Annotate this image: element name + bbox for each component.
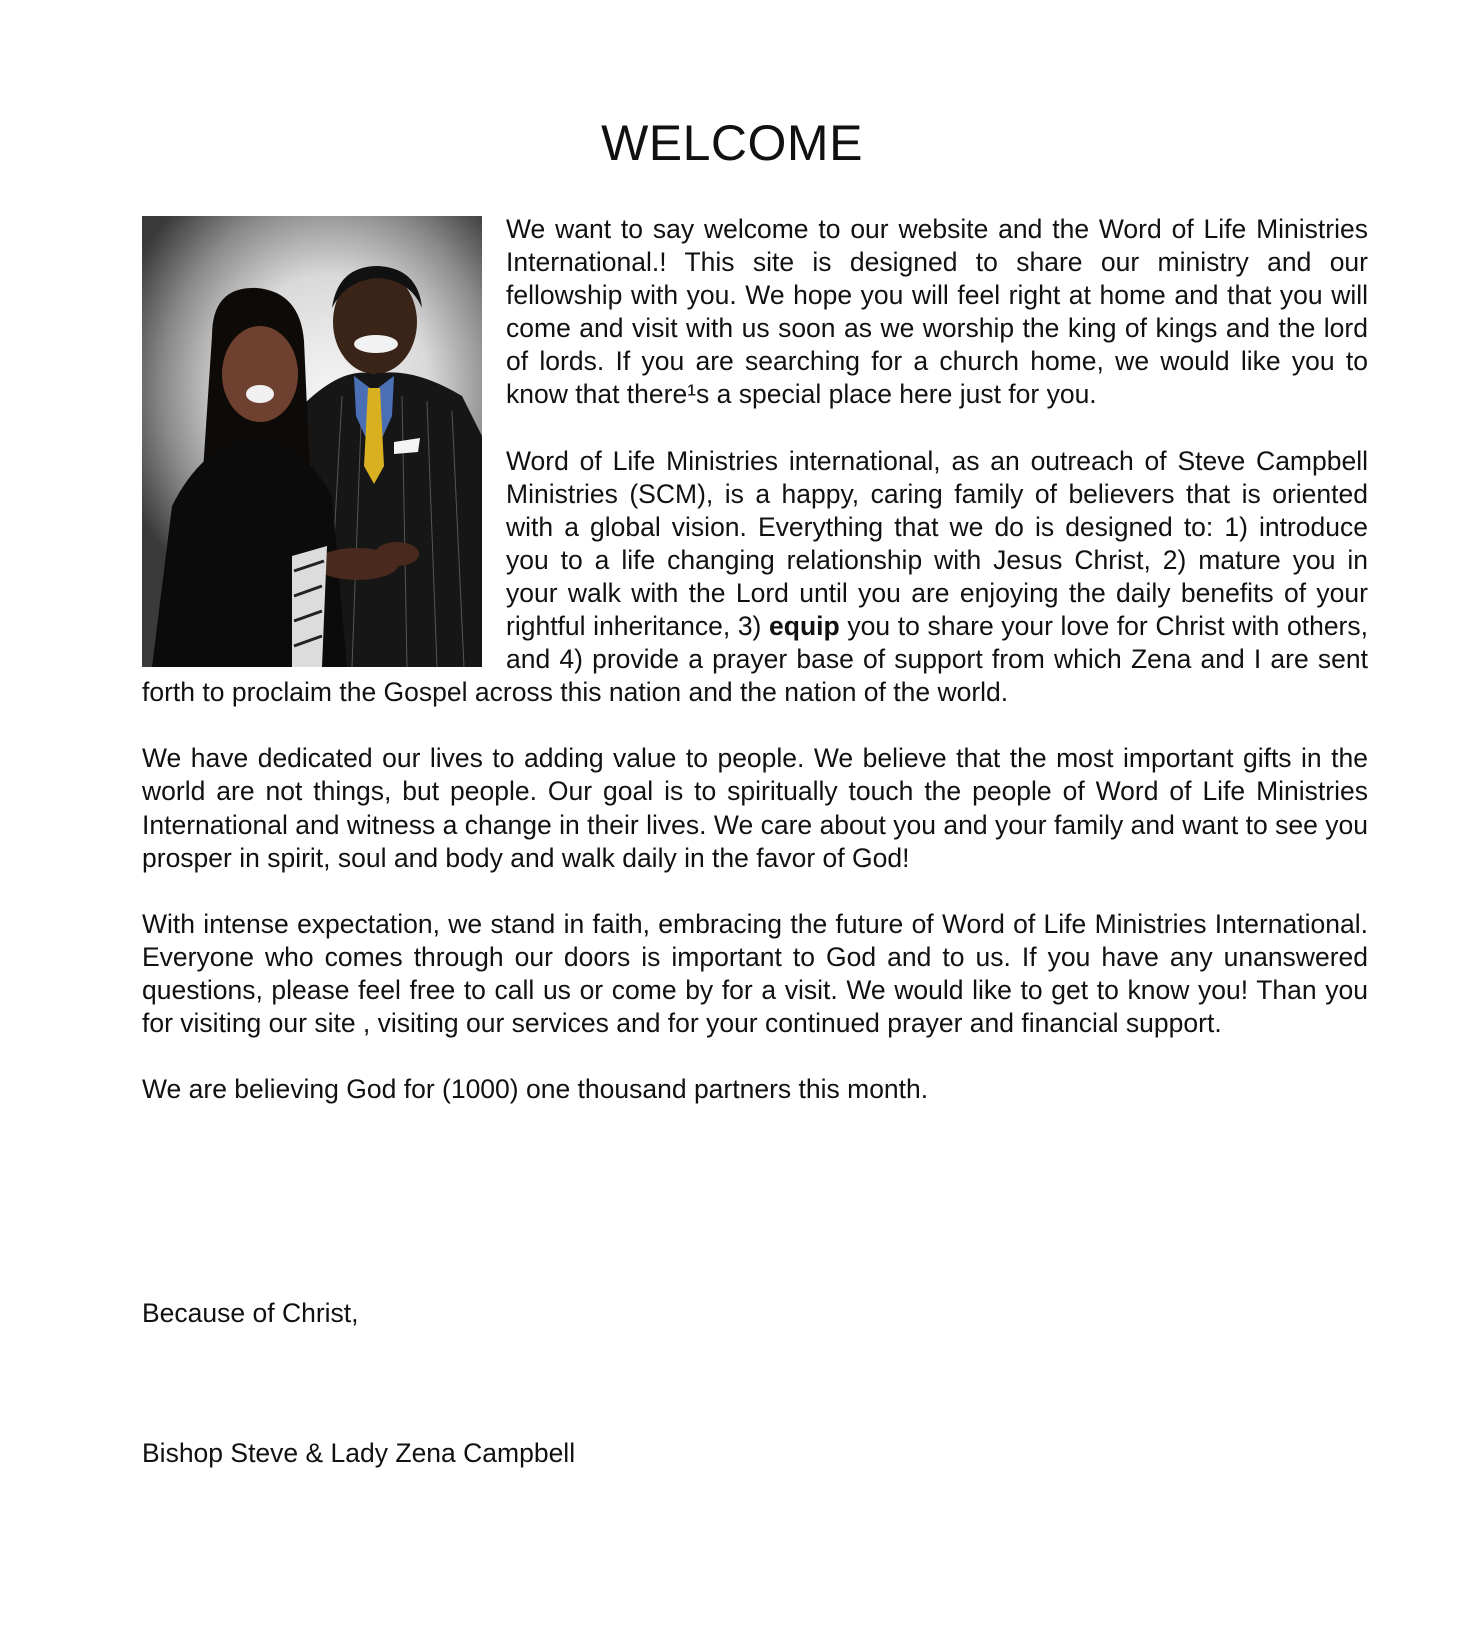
paragraph-partners: We are believing God for (1000) one thousand partners this month. — [142, 1074, 929, 1105]
page-title: WELCOME — [601, 115, 863, 171]
paragraph-mission-text-start: Word of Life Ministries international, as an outreach of Steve Campbell Ministries (SCM), is a happy, caring family of believers that is oriented with a global vision. Everything that we do is designed to: 1) introduce you to a life changing relationship with Jesus Christ, 2) mature you in your walk with the Lord until you are enjoying the daily benefits of your rightful inheritance, 3) — [506, 445, 1368, 642]
body-text — [142, 213, 1368, 1106]
paragraph-expectation: With intense expectation, we stand in faith, embracing the future of Word of Life Ministries International. Everyone who comes through our doors is important to God and to us. If you have any unanswered questions, please feel free to call us or come by for a visit. We would like to get to know you! Than you for visiting our site , visiting our services and for your continued prayer and financial support. — [142, 908, 1368, 1038]
paragraph-mission-bold-word: equip — [769, 611, 840, 642]
paragraph-mission-text-end: you to share your love for Christ with others, and 4) provide a prayer base of support from which Zena and I are sent forth to proclaim the Gospel across this nation and the nation of the world. — [142, 611, 1368, 708]
portrait-photo-couple-icon — [142, 216, 482, 667]
signature: Bishop Steve & Lady Zena Campbell — [142, 1438, 576, 1468]
paragraph-dedication: We have dedicated our lives to adding value to people. We believe that the most important gifts in the world are not things, but people. Our goal is to spiritually touch the people of Word of Life Ministries International and witness a change in their lives. We care about you and your family and want to see you prosper in spirit, soul and body and walk daily in the favor of God! — [142, 743, 1368, 873]
closing-line: Because of Christ, — [142, 1298, 359, 1328]
paragraph-welcome: We want to say welcome to our website and the Word of Life Ministries International.! This site is designed to share our ministry and our fellowship with you. We hope you will feel right at home and that you will come and visit with us soon as we worship the king of kings and the lord of lords. If you are searching for a church home, we would like you to know that there¹s a special place here just for you. — [506, 214, 1368, 410]
